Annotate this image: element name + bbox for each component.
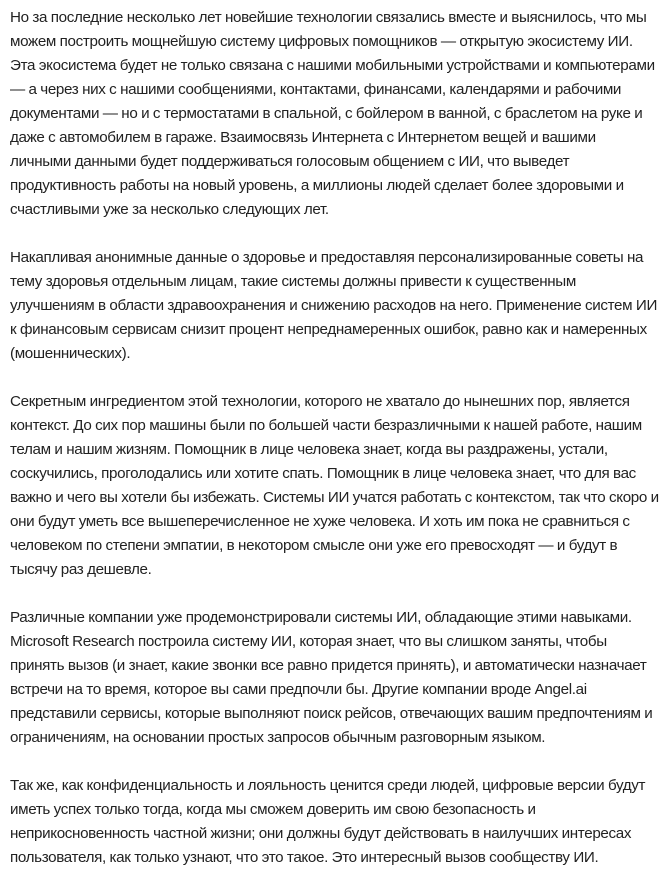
paragraph-health-finance: Накапливая анонимные данные о здоровье и предоставляя персонализированные советы на тему здоровья отдельным лицам, такие системы должны привести к существенным улучшениям в области здравоохранения и снижению расходов на него. Применение систем ИИ к финансовым сервисам снизит процент непреднамеренных ошибок, равно как и намеренных (мошеннических). [10,249,658,362]
paragraph-companies: Различные компании уже продемонстрировали системы ИИ, обладающие этими навыками. Microsoft Research построила систему ИИ, которая знает, что вы слишком заняты, чтобы принять вызов (и знает, какие звонки все равно придется принять), и автоматически назначает встречи на то время, которое вы сами предпочли бы. Другие компании вроде Angel.ai представили сервисы, которые выполняют поиск рейсов, отвечающих вашим предпочтениям и ограничениям, на основании простых запросов обычным разговорным языком. [10,609,653,746]
paragraph-context: Секретным ингредиентом этой технологии, которого не хватало до нынешних пор, является контекст. До сих пор машины были по большей части безразличными к нашей работе, нашим телам и нашим жизням. Помощник в лице человека знает, когда вы раздражены, устали, соскучились, проголодались или хотите спать. Помощник в лице человека знает, что для вас важно и чего вы хотели бы избежать. Системы ИИ учатся работать с контекстом, так что скоро и они будут уметь все вышеперечисленное не хуже человека. И хоть им пока не сравниться с человеком по степени эмпатии, в некотором смысле они уже его превосходят — и будут в тысячу раз дешевле. [10,393,659,578]
paragraph-privacy-trust: Так же, как конфиденциальность и лояльность ценится среди людей, цифровые версии будут иметь успех только тогда, когда мы сможем доверить им свою безопасность и неприкосновенность частной жизни; они должны будут действовать в наилучших интересах пользователя, как только узнают, что это такое. Это интересный вызов сообществу ИИ. [10,777,646,866]
paragraph-ai-ecosystem: Но за последние несколько лет новейшие технологии связались вместе и выяснилось, что мы можем построить мощнейшую систему цифровых помощников — открытую экосистему ИИ. Эта экосистема будет не только связана с нашими мобильными устройствами и компьютерами — а через них с нашими сообщениями, контактами, финансами, календарями и рабочими документами — но и с термостатами в спальной, с бойлером в ванной, с браслетом на руке и даже с автомобилем в гараже. Взаимосвязь Интернета с Интернетом вещей и вашими личными данными будет поддерживаться голосовым общением с ИИ, что выведет продуктивность работы на новый уровень, а миллионы людей сделает более здоровыми и счастливыми уже за несколько следующих лет. [10,9,655,218]
